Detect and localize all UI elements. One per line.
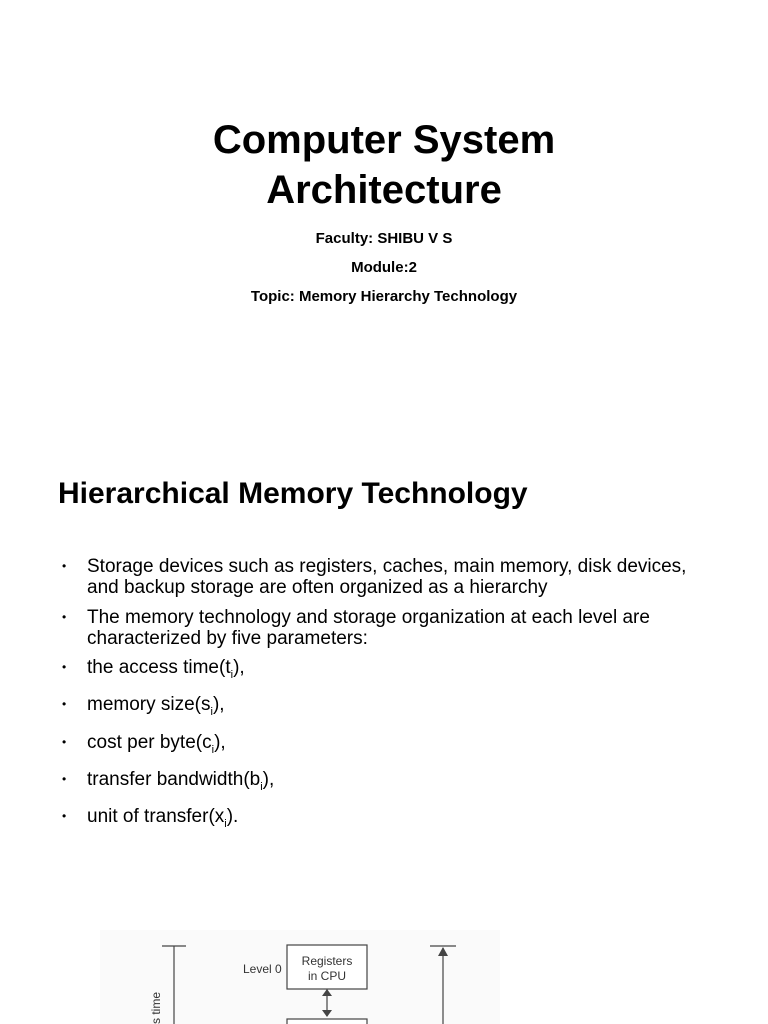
section-heading: Hierarchical Memory Technology <box>58 477 528 510</box>
title-line-1: Computer System <box>212 118 556 162</box>
diagram-svg <box>100 930 500 1024</box>
next-level-box <box>287 1019 367 1024</box>
faculty-line: Faculty: SHIBU V S <box>315 230 453 247</box>
list-item: • The memory technology and storage organization at each level are characterized by five parameters: <box>62 606 650 649</box>
memory-hierarchy-diagram <box>100 930 500 1024</box>
title-line-2: Architecture <box>266 168 502 212</box>
axis-label: s time <box>149 991 163 1024</box>
list-item: • cost per $byte(c_i)$, <box>62 731 226 756</box>
list-item: • the access $time(t_i)$, <box>62 657 245 681</box>
list-item: • memory $size(s_i)$, <box>62 694 225 719</box>
level-label: Level 0 <box>243 962 282 976</box>
topic-line: Topic: Memory Hierarchy Technology <box>250 288 518 305</box>
list-item: • Storage devices such as registers, caches, main memory, disk devices, and backup storage are often organized as a hierarchy <box>62 556 687 598</box>
list-item: • unit of $transfer(x_i)$. <box>62 806 239 830</box>
bullet-icon: • <box>62 609 67 624</box>
title-slide <box>0 0 768 410</box>
bullet-list <box>62 556 722 843</box>
arrow-up-icon <box>438 947 448 956</box>
box-line-2: in CPU <box>307 969 347 983</box>
bullet-icon: • <box>62 559 67 573</box>
arrow-up-icon <box>322 989 332 996</box>
bullet-icon: • <box>62 697 67 712</box>
module-line: Module:2 <box>351 259 417 276</box>
box-line-1: Registers <box>301 954 353 968</box>
bullet-icon: • <box>62 809 67 824</box>
bullet-icon: • <box>62 734 67 749</box>
slide-title <box>0 115 768 215</box>
bullet-icon: • <box>62 771 67 786</box>
arrow-down-icon <box>322 1010 332 1017</box>
bullet-icon: • <box>62 660 67 674</box>
list-item: • transfer $bandwidth(b_i)$, <box>62 768 275 793</box>
